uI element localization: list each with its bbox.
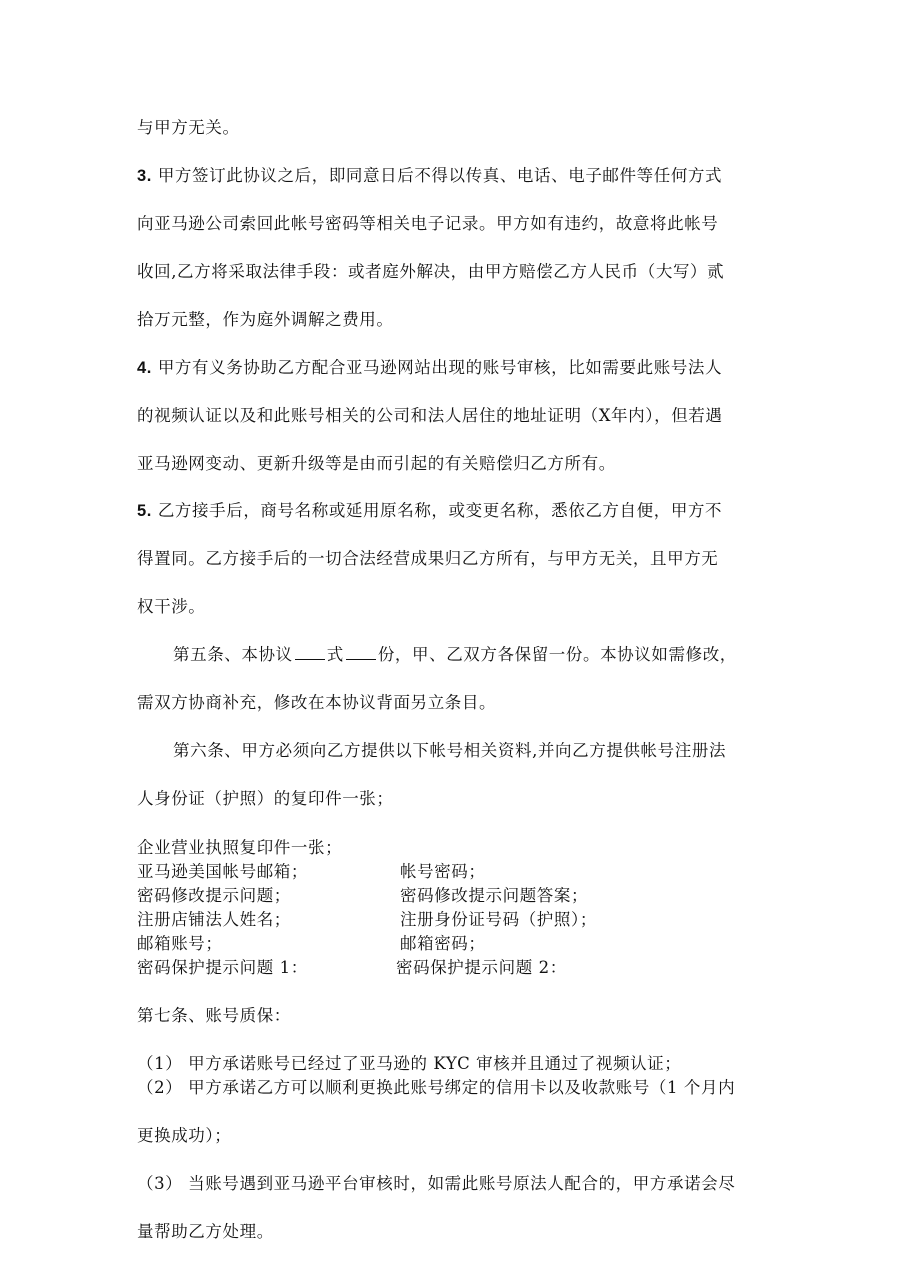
guarantee-item — [137, 1078, 735, 1098]
article-5-line-1 — [173, 645, 737, 665]
guarantee-item-continuation: 量帮助乙方处理。 — [137, 1222, 274, 1241]
item-5-line-3: 权干涉。 — [137, 597, 206, 616]
material-row-left: 邮箱账号； — [137, 934, 223, 953]
item-text: 甲方签订此协议之后，即同意日后不得以传真、电话、电子邮件等任何方式 — [157, 166, 723, 185]
item-number: 3. — [137, 167, 152, 185]
article-5-part-3: 份，甲、乙双方各保留一份。本协议如需修改， — [377, 645, 737, 664]
material-row-left: 注册店铺法人姓名； — [137, 910, 291, 929]
article-6-line-2: 人身份证（护照）的复印件一张； — [137, 789, 394, 808]
material-row-right: 密码修改提示问题答案； — [400, 886, 589, 905]
material-row-right: 密码保护提示问题 2： — [396, 958, 567, 977]
item-5-line-2: 得置同。乙方接手后的一切合法经营成果归乙方所有，与甲方无关，且甲方无 — [137, 549, 719, 568]
item-3-line-4: 拾万元整，作为庭外调解之费用。 — [137, 310, 394, 329]
item-number: 5. — [137, 502, 152, 520]
guarantee-marker: （1） — [137, 1054, 183, 1073]
guarantee-item-continuation: 更换成功）； — [137, 1126, 232, 1145]
article-5-line-2: 需双方协商补充，修改在本协议背面另立条目。 — [137, 693, 497, 712]
item-4-line-2: 的视频认证以及和此账号相关的公司和法人居住的地址证明（X年内），但若遇 — [137, 406, 723, 425]
item-3-line-3: 收回,乙方将采取法律手段：或者庭外解决，由甲方赔偿乙方人民币（大写）贰 — [137, 262, 725, 281]
material-row-right: 注册身份证号码（护照）； — [400, 910, 597, 929]
material-row-right: 邮箱密码； — [400, 934, 486, 953]
material-license: 企业营业执照复印件一张； — [137, 838, 343, 857]
guarantee-marker: （3） — [137, 1174, 183, 1193]
item-number: 4. — [137, 359, 152, 377]
paragraph-line: 与甲方无关。 — [137, 118, 240, 137]
item-3-line-2: 向亚马逊公司索回此帐号密码等相关电子记录。甲方如有违约，故意将此帐号 — [137, 214, 719, 233]
blank-field — [346, 645, 376, 660]
article-5-part-2: 式 — [326, 645, 344, 664]
item-5-line-1 — [137, 501, 722, 521]
material-row-right: 帐号密码； — [400, 862, 486, 881]
item-3-line-1 — [137, 166, 722, 186]
guarantee-text: 甲方承诺乙方可以顺利更换此账号绑定的信用卡以及收款账号（1 个月内 — [188, 1078, 736, 1097]
material-row-left: 亚马逊美国帐号邮箱； — [137, 862, 308, 881]
material-row-left: 密码保护提示问题 1： — [137, 958, 308, 977]
guarantee-item — [137, 1054, 681, 1074]
guarantee-text: 甲方承诺账号已经过了亚马逊的 KYC 审核并且通过了视频认证； — [188, 1054, 682, 1073]
article-6-line-1: 第六条、甲方必须向乙方提供以下帐号相关资料,并向乙方提供帐号注册法 — [173, 741, 727, 760]
article-5-part-1: 第五条、本协议 — [173, 645, 293, 664]
item-text: 甲方有义务协助乙方配合亚马逊网站出现的账号审核，比如需要此账号法人 — [157, 358, 723, 377]
blank-field — [295, 645, 325, 660]
item-4-line-3: 亚马逊网变动、更新升级等是由而引起的有关赔偿归乙方所有。 — [137, 454, 616, 473]
guarantee-marker: （2） — [137, 1078, 183, 1097]
item-4-line-1 — [137, 358, 722, 378]
article-7-title: 第七条、账号质保： — [137, 1006, 291, 1025]
guarantee-item — [137, 1174, 735, 1194]
guarantee-text: 当账号遇到亚马逊平台审核时，如需此账号原法人配合的，甲方承诺会尽 — [188, 1174, 736, 1193]
item-text: 乙方接手后，商号名称或延用原名称，或变更名称，悉依乙方自便，甲方不 — [157, 501, 723, 520]
material-row-left: 密码修改提示问题； — [137, 886, 291, 905]
